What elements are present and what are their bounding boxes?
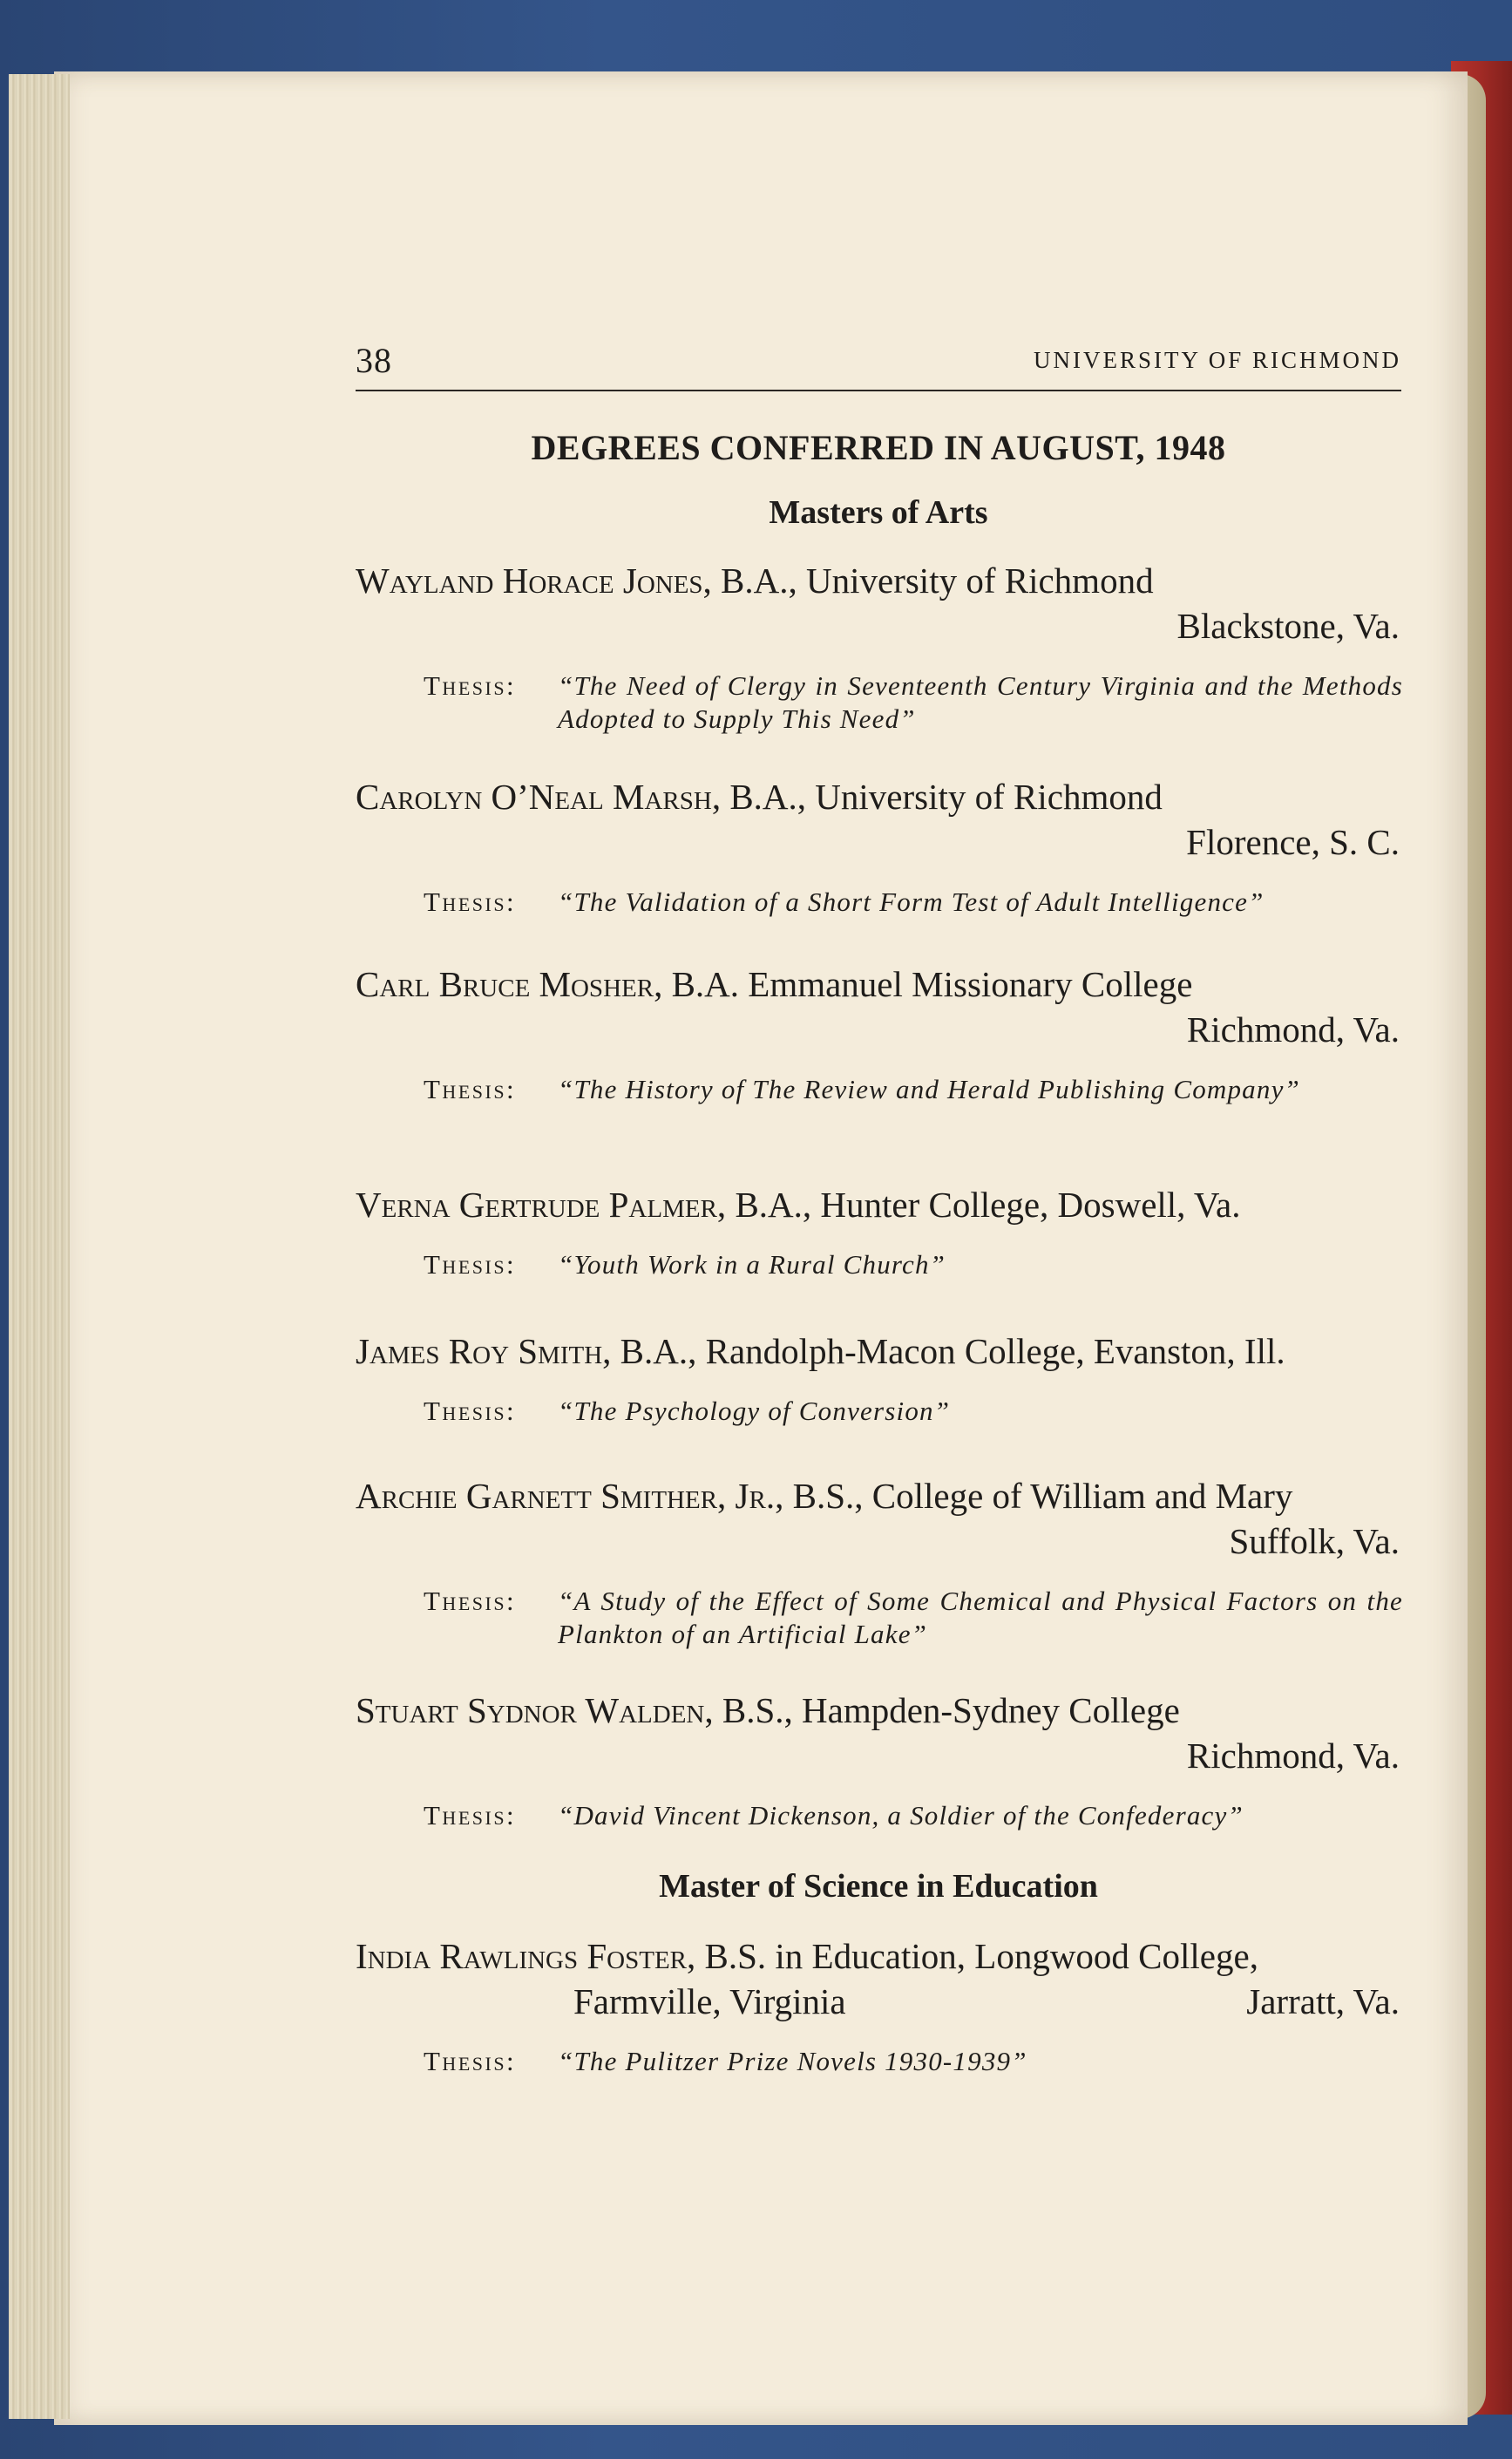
thesis-block: [356, 1799, 1403, 1832]
degree-info: B.S., College of William and Mary: [783, 1476, 1293, 1516]
degree-info-continued: Farmville, Virginia: [573, 1981, 846, 2021]
name-line: [356, 774, 1403, 819]
thesis-label: Thesis:: [424, 670, 517, 701]
name-line: [356, 1328, 1403, 1374]
graduate-name: Verna Gertrude Palmer,: [356, 1185, 727, 1225]
degree-continuation-row: [356, 1979, 1403, 2024]
degree-info: B.S. in Education, Longwood College,: [695, 1936, 1258, 1976]
name-line: [356, 1473, 1403, 1518]
thesis-label: Thesis:: [424, 1586, 517, 1616]
hometown: Blackstone, Va.: [1176, 606, 1400, 646]
degree-entry: [356, 774, 1403, 919]
graduate-name: Carl Bruce Mosher,: [356, 964, 663, 1004]
thesis-title: “The Psychology of Conversion”: [558, 1396, 951, 1426]
graduate-name: Stuart Sydnor Walden,: [356, 1690, 714, 1730]
graduate-name: India Rawlings Foster,: [356, 1936, 696, 1976]
thesis-label: Thesis:: [424, 1074, 517, 1104]
degree-entry: [356, 1473, 1403, 1651]
thesis-label: Thesis:: [424, 2046, 517, 2076]
graduate-name: Wayland Horace Jones,: [356, 560, 712, 601]
degree-entry: [356, 1933, 1403, 2078]
thesis-block: [356, 2045, 1403, 2078]
thesis-block: [356, 669, 1403, 736]
section-heading-ms-education: Master of Science in Education: [659, 1868, 1098, 1905]
graduate-name: James Roy Smith,: [356, 1331, 612, 1371]
hometown: Jarratt, Va.: [1246, 1981, 1400, 2021]
hometown: Richmond, Va.: [1186, 1009, 1400, 1049]
thesis-title: “David Vincent Dickenson, a Soldier of the Confederacy”: [558, 1800, 1244, 1831]
main-heading: DEGREES CONFERRED IN AUGUST, 1948: [531, 428, 1226, 467]
degree-entry: [356, 1328, 1403, 1428]
degree-entry: [356, 558, 1403, 736]
section-heading-masters-of-arts: Masters of Arts: [769, 494, 988, 531]
thesis-title: “The History of The Review and Herald Publishing Company”: [558, 1074, 1300, 1104]
degree-info: B.A., University of Richmond: [711, 560, 1154, 601]
page-number: 38: [356, 341, 392, 380]
graduate-name: Archie Garnett Smither, Jr.,: [356, 1476, 784, 1516]
name-line: [356, 1688, 1403, 1733]
degree-info: B.A., University of Richmond: [721, 777, 1163, 817]
degree-info: B.A., Hunter College, Doswell, Va.: [726, 1185, 1241, 1225]
degree-info: B.A. Emmanuel Missionary College: [662, 964, 1193, 1004]
page-stack-edge: [9, 74, 70, 2419]
thesis-block: [356, 1248, 1403, 1281]
name-line: [356, 1933, 1403, 1979]
name-line: [356, 558, 1403, 603]
thesis-label: Thesis:: [424, 1396, 517, 1426]
degree-info: B.S., Hampden-Sydney College: [713, 1690, 1180, 1730]
thesis-label: Thesis:: [424, 1800, 517, 1831]
degree-entry: [356, 1182, 1403, 1281]
degree-info: B.A., Randolph-Macon College, Evanston, Ill.: [611, 1331, 1285, 1371]
thesis-title: “The Validation of a Short Form Test of Adult Intelligence”: [558, 886, 1265, 917]
hometown: Richmond, Va.: [1186, 1736, 1400, 1776]
hometown: Florence, S. C.: [1186, 822, 1400, 862]
degree-entry: [356, 961, 1403, 1106]
thesis-label: Thesis:: [424, 1249, 517, 1280]
thesis-block: [356, 1585, 1403, 1651]
degree-entry: [356, 1688, 1403, 1832]
running-title: UNIVERSITY OF RICHMOND: [1033, 347, 1401, 373]
thesis-block: [356, 886, 1403, 919]
thesis-title: “A Study of the Effect of Some Chemical and Physical Factors on the Plankton of an Artificial Lake”: [558, 1586, 1403, 1649]
thesis-title: “The Pulitzer Prize Novels 1930-1939”: [558, 2046, 1027, 2076]
thesis-label: Thesis:: [424, 886, 517, 917]
hometown: Suffolk, Va.: [1229, 1521, 1400, 1561]
name-line: [356, 1182, 1403, 1227]
thesis-title: “The Need of Clergy in Seventeenth Century Virginia and the Methods Adopted to Supply This Need”: [558, 670, 1403, 734]
header-rule: [356, 390, 1401, 391]
thesis-block: [356, 1395, 1403, 1428]
thesis-block: [356, 1073, 1403, 1106]
graduate-name: Carolyn O’Neal Marsh,: [356, 777, 722, 817]
name-line: [356, 961, 1403, 1007]
thesis-title: “Youth Work in a Rural Church”: [558, 1249, 946, 1280]
